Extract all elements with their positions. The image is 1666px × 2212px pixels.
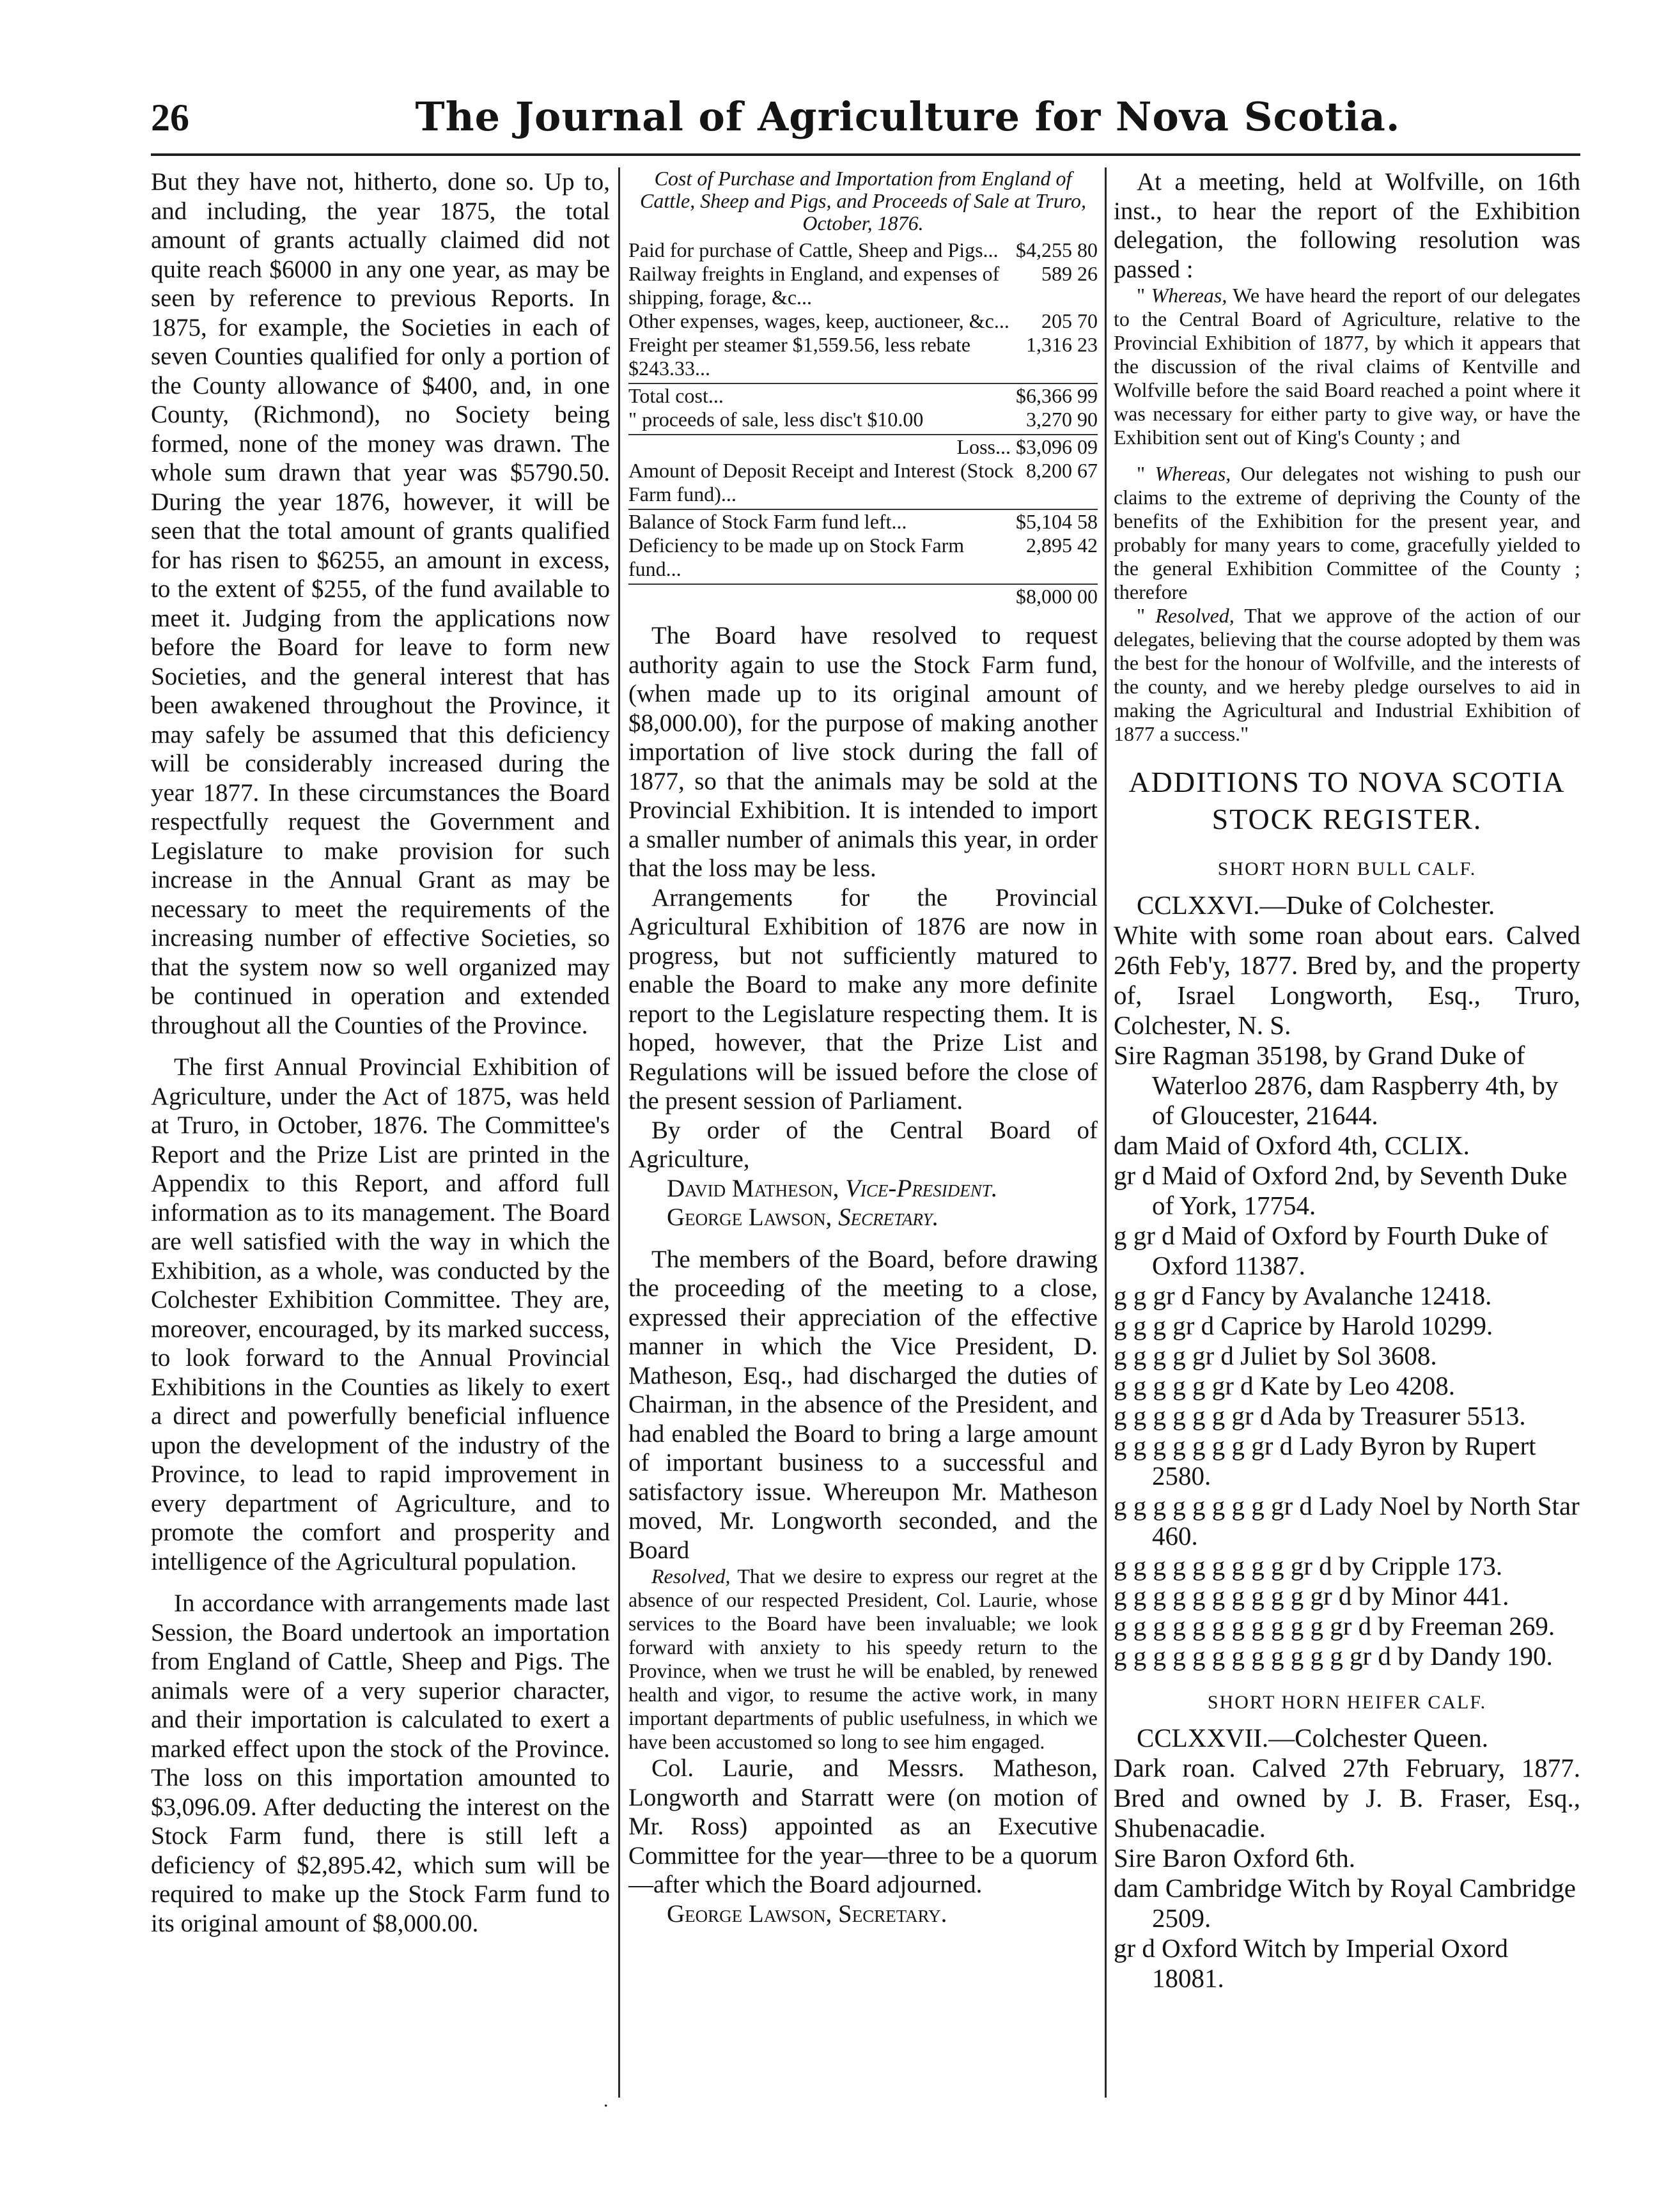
running-title: The Journal of Agriculture for Nova Scotia. bbox=[415, 93, 1401, 140]
signature-title: Secretary. bbox=[838, 1203, 939, 1231]
pedigree-line: gr d Maid of Oxford 2nd, by Seventh Duke of York, 17754. bbox=[1114, 1160, 1568, 1220]
row-label: Deficiency to be made up on Stock Farm fund... bbox=[628, 534, 965, 580]
row-amount: $5,104 58 bbox=[1016, 510, 1098, 533]
cost-table bbox=[628, 238, 1098, 608]
row-label: Paid for purchase of Cattle, Sheep and Pigs... bbox=[628, 238, 999, 261]
pedigree-line: g g gr d Fancy by Avalanche 12418. bbox=[1114, 1280, 1492, 1310]
row-amount: 205 70 bbox=[1041, 309, 1098, 332]
page-number: 26 bbox=[151, 97, 189, 139]
row-label: Balance of Stock Farm fund left... bbox=[628, 510, 907, 533]
cost-table-caption: Cost of Purchase and Importation from England of Cattle, Sheep and Pigs, and Proceeds of Sale at Truro, October, 1876. bbox=[639, 167, 1086, 235]
row-label: Total cost... bbox=[628, 384, 724, 407]
row-amount: $4,255 80 bbox=[1016, 238, 1098, 261]
signature-vice-president bbox=[628, 1174, 1098, 1203]
pedigree-line: g g g g g g g g g gr d by Cripple 173. bbox=[1114, 1551, 1503, 1581]
register-entry-2 bbox=[1114, 1723, 1580, 1993]
row-amount: 589 26 bbox=[1041, 262, 1098, 285]
row-label: " proceeds of sale, less disc't $10.00 bbox=[628, 408, 924, 431]
row-label: Railway freights in England, and expenses of shipping, forage, &c... bbox=[628, 262, 1000, 309]
table-row bbox=[628, 238, 1098, 262]
pedigree-line: g g g g gr d Juliet by Sol 3608. bbox=[1114, 1340, 1437, 1370]
section-heading: ADDITIONS TO NOVA SCOTIA STOCK REGISTER. bbox=[1128, 766, 1566, 835]
row-amount: 1,316 23 bbox=[1026, 333, 1098, 356]
subheading-bull-calf: SHORT HORN BULL CALF. bbox=[1217, 858, 1477, 879]
whereas-text: We have heard the report of our delegates to the Central Board of Agriculture, relative to the Provincial Exhibition of 1877, by which it appears that the discussion of the rival claims of Kentville and Wolfville before the said Board reached a point where it was necessary for either party to give way, or have the Exhibition sent out of King's County ; and bbox=[1114, 284, 1580, 449]
table-row bbox=[628, 584, 1098, 608]
signature-name: George Lawson, bbox=[667, 1203, 832, 1231]
pedigree-line: g g g g g g g g g g g gr d by Freeman 269. bbox=[1114, 1611, 1555, 1641]
stray-mark: . bbox=[603, 2090, 609, 2111]
table-row bbox=[628, 383, 1098, 408]
row-amount: 3,270 90 bbox=[1026, 408, 1098, 431]
table-row bbox=[628, 434, 1098, 459]
row-amount: 8,200 67 bbox=[1026, 459, 1098, 482]
resolved-quote: " bbox=[1137, 604, 1156, 627]
pedigree-line: g g g gr d Caprice by Harold 10299. bbox=[1114, 1310, 1493, 1340]
pedigree-line: dam Cambridge Witch by Royal Cambridge 2509. bbox=[1114, 1873, 1576, 1933]
signature-secretary bbox=[628, 1203, 1098, 1232]
paragraph-resolved bbox=[628, 1565, 1098, 1754]
paragraph-resolved-wolfville bbox=[1114, 604, 1580, 746]
row-label: Loss... bbox=[956, 435, 1011, 458]
paragraph-exhibition: The first Annual Provincial Exhibition of Agriculture, under the Act of 1875, was held at Truro, in October, 1876. The Committee's Report and the Prize List are printed in the Appendix to this Report, and afford full information as to its management. The Board are well satisfied with the way in which the Exhibition, as a whole, was conducted by the Colchester Exhibition Committee. They are, moreover, encouraged, by its marked success, to look forward to the Annual Provincial Exhibitions in the Counties as likely to exert a direct and powerfully beneficial influence upon the development of the industry of the Province, to lead to rapid improvement in every department of Agriculture, and to promote the comfort and prosperity and intelligence of the Agricultural population. bbox=[151, 1053, 610, 1575]
pedigree-line: g g g g g g g g g g gr d by Minor 441. bbox=[1114, 1581, 1509, 1611]
signature-name: David Matheson, bbox=[667, 1174, 839, 1202]
column-middle bbox=[628, 167, 1098, 2123]
resolved-lead: Resolved, bbox=[651, 1565, 731, 1588]
table-row bbox=[628, 262, 1098, 309]
pedigree-line: g g g g g g gr d Ada by Treasurer 5513. bbox=[1114, 1400, 1526, 1430]
resolved-text: That we desire to express our regret at the absence of our respected President, Col. Laurie, whose services to the Board have been invaluable; we look forward with anxiety to his speedy return to the Province, when we trust he will be enabled, by renewed health and vigor, to resume the active work, in many important departments of public usefulness, in which we have been accustomed so long to see him engaged. bbox=[628, 1565, 1098, 1753]
paragraph-wolfville-meeting: At a meeting, held at Wolfville, on 16th inst., to hear the report of the Exhibition delegation, the following resolution was passed : bbox=[1114, 168, 1580, 283]
row-label bbox=[628, 585, 1016, 608]
whereas-text: Our delegates not wishing to push our claims to the extreme of depriving the County of the benefits of the Exhibition for the present year, and probably for many years to come, gracefully yielded to the general Exhibition Committee of the County ; therefore bbox=[1114, 462, 1580, 603]
whereas-lead: Whereas, bbox=[1155, 462, 1231, 485]
table-row bbox=[628, 408, 1098, 431]
row-amount: 2,895 42 bbox=[1026, 534, 1098, 557]
whereas-quote: " bbox=[1137, 462, 1155, 485]
column-left bbox=[151, 167, 610, 2123]
entry-title: CCLXXVII.—Colchester Queen. bbox=[1137, 1723, 1488, 1752]
row-amount: $3,096 09 bbox=[1016, 435, 1098, 458]
pedigree-line: g g g g g g g gr d Lady Byron by Rupert 2580. bbox=[1114, 1430, 1536, 1490]
paragraph-importation: In accordance with arrangements made last Session, the Board undertook an importation from England of Cattle, Sheep and Pigs. The animals were of a very superior character, and their importation is calculated to exert a marked effect upon the stock of the Province. The loss on this importation amounted to $3,096.09. After deducting the interest on the Stock Farm fund, there is still left a deficiency of $2,895.42, which sum will be required to make up the Stock Farm fund to its original amount of $8,000.00. bbox=[151, 1589, 610, 1937]
column-rule-1 bbox=[618, 167, 620, 2098]
paragraph-committee: Col. Laurie, and Messrs. Matheson, Longworth and Starratt were (on motion of Mr. Ross) appointed as an Executive Committee for the year—three to be a quorum—after which the Board adjourned. bbox=[628, 1754, 1098, 1898]
paragraph-arrangements: Arrangements for the Provincial Agricultural Exhibition of 1876 are now in progress, but not sufficiently matured to enable the Board to make any more definite report to the Legislature respecting them. It is hoped, however, that the Prize List and Regulations will be issued before the close of the present session of Parliament. bbox=[628, 883, 1098, 1115]
closing-signature: George Lawson, Secretary. bbox=[667, 1899, 947, 1928]
register-entry-1 bbox=[1114, 890, 1580, 1671]
signature-title: Vice-President. bbox=[845, 1174, 998, 1202]
subheading-heifer-calf: SHORT HORN HEIFER CALF. bbox=[1207, 1691, 1487, 1713]
paragraph-whereas-2 bbox=[1114, 462, 1580, 604]
row-amount: $6,366 99 bbox=[1016, 384, 1098, 407]
entry-description: White with some roan about ears. Calved 26th Feb'y, 1877. Bred by, and the property of, Israel Longworth, Esq., Truro, Colchester, N. S. bbox=[1114, 920, 1580, 1040]
table-row bbox=[628, 534, 1098, 581]
paragraph-whereas-1 bbox=[1114, 284, 1580, 449]
pedigree-line: g gr d Maid of Oxford by Fourth Duke of Oxford 11387. bbox=[1114, 1220, 1548, 1280]
entry-title: CCLXXVI.—Duke of Colchester. bbox=[1137, 890, 1495, 920]
table-row bbox=[628, 309, 1098, 333]
pedigree-line: g g g g g g g g g g g g gr d by Dandy 190. bbox=[1114, 1641, 1553, 1671]
row-label: Other expenses, wages, keep, auctioneer, &c... bbox=[628, 309, 1009, 332]
table-row bbox=[628, 333, 1098, 380]
row-amount: $8,000 00 bbox=[1016, 585, 1098, 608]
resolved-text: That we approve of the action of our delegates, believing that the course adopted by them was the best for the honour of Wolfville, and the interests of the county, and we hereby pledge ourselves to aid in making the Agricultural and Industrial Exhibition of 1877 a success." bbox=[1114, 604, 1580, 745]
paragraph-by-order: By order of the Central Board of Agriculture, bbox=[628, 1116, 1098, 1173]
column-right bbox=[1114, 167, 1580, 2123]
pedigree-line: g g g g g g g g gr d Lady Noel by North Star 460. bbox=[1114, 1490, 1580, 1551]
paragraph-authority: The Board have resolved to request authority again to use the Stock Farm fund, (when made up to its original amount of $8,000.00), for the purpose of making another importation of live stock during the fall of 1877, so that the animals may be sold at the Provincial Exhibition. It is intended to import a smaller number of animals this year, in order that the loss may be less. bbox=[628, 622, 1098, 882]
table-row bbox=[628, 509, 1098, 534]
whereas-quote: " bbox=[1137, 284, 1151, 307]
header-rule bbox=[151, 153, 1580, 156]
entry-description: Dark roan. Calved 27th February, 1877. Bred and owned by J. B. Fraser, Esq., Shubenacadie. bbox=[1114, 1753, 1580, 1843]
column-rule-2 bbox=[1105, 167, 1107, 2098]
pedigree-line: Sire Ragman 35198, by Grand Duke of Waterloo 2876, dam Raspberry 4th, by of Gloucester, 21644. bbox=[1114, 1040, 1559, 1130]
whereas-lead: Whereas, bbox=[1151, 284, 1227, 307]
resolved-lead: Resolved, bbox=[1155, 604, 1234, 627]
pedigree-line: g g g g g gr d Kate by Leo 4208. bbox=[1114, 1370, 1456, 1400]
pedigree-line: Sire Baron Oxford 6th. bbox=[1114, 1843, 1356, 1873]
pedigree-line: gr d Oxford Witch by Imperial Oxord 18081. bbox=[1114, 1933, 1509, 1993]
row-label: Amount of Deposit Receipt and Interest (Stock Farm fund)... bbox=[628, 459, 1014, 506]
paragraph-grants: But they have not, hitherto, done so. Up to, and including, the year 1875, the total amount of grants actually claimed did not quite reach $6000 in any one year, as may be seen by reference to previous Reports. In 1875, for example, the Societies in each of seven Counties qualified for only a portion of the County allowance of $400, and, in one County, (Richmond), no Society being formed, none of the money was drawn. The whole sum drawn that year was $5790.50. During the year 1876, however, it will be seen that the total amount of grants qualified for has risen to $6255, an amount in excess, to the extent of $255, of the fund available to meet it. Judging from the applications now before the Board for leave to form new Societies, and the general interest that has been awakened throughout the Province, it may safely be assumed that this deficiency will be considerably increased during the year 1877. In these circumstances the Board respectfully request the Government and Legislature to make provision for such increase in the Annual Grant as may be necessary to meet the requirements of the increasing number of effective Societies, so that the system now so well organized may be continued in operation and extended throughout all the Counties of the Province. bbox=[151, 168, 610, 1039]
paragraph-members: The members of the Board, before drawing the proceeding of the meeting to a close, expressed their appreciation of the effective manner in which the Vice President, D. Matheson, Esq., had discharged the duties of Chairman, in the absence of the President, and had enabled the Board to bring a large amount of important business to a successful and satisfactory issue. Whereupon Mr. Matheson moved, Mr. Longworth seconded, and the Board bbox=[628, 1245, 1098, 1564]
table-row bbox=[628, 459, 1098, 506]
pedigree-line: dam Maid of Oxford 4th, CCLIX. bbox=[1114, 1130, 1470, 1160]
row-label: Freight per steamer $1,559.56, less rebate $243.33... bbox=[628, 333, 970, 380]
